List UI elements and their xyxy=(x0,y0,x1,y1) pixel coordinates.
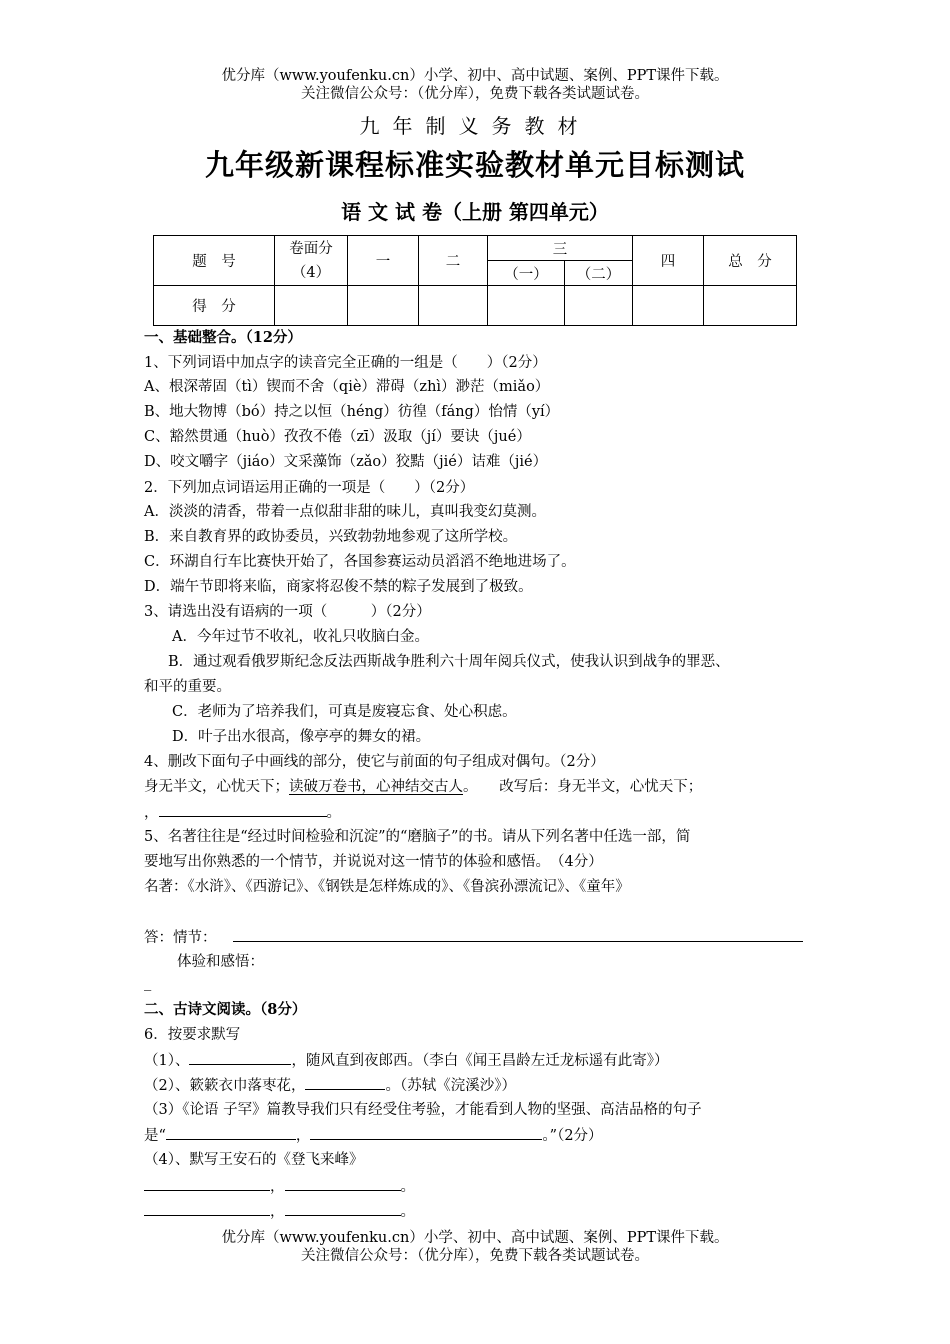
q1-option-a: A、根深蒂固（tì）锲而不舍（qiè）滞碍（zhì）渺茫（miǎo） xyxy=(144,379,550,395)
q2-option-d: D．端午节即将来临，商家将忍俊不禁的粽子发展到了极致。 xyxy=(144,579,533,595)
q3-option-c: C．老师为了培养我们，可真是废寝忘食、处心积虑。 xyxy=(172,704,517,720)
q3-option-b-line1: B．通过观看俄罗斯纪念反法西斯战争胜利六十周年阅兵仪式，使我认识到战争的罪恶、 xyxy=(168,654,730,670)
q6-part-2 xyxy=(144,1075,516,1096)
section1-heading: 一、基础整合。（12分） xyxy=(144,329,302,346)
footer-line-1: 优分库（www.youfenku.cn）小学、初中、高中试题、案例、PPT课件下载。 xyxy=(221,1230,729,1246)
page-title: 九年级新课程标准实验教材单元目标测试 xyxy=(204,148,745,182)
q6-p3-blank-2[interactable] xyxy=(310,1125,542,1140)
th-part-4: 四 xyxy=(633,236,704,286)
q5-plot-blank[interactable] xyxy=(233,927,803,942)
q6-p3-post: 。”（2分） xyxy=(542,1128,603,1144)
q6-p4-comma-1: ， xyxy=(270,1179,285,1195)
q6-p3-blank-1[interactable] xyxy=(166,1125,296,1140)
section2-heading: 二、古诗文阅读。（8分） xyxy=(144,1001,307,1018)
th-part-3-2: （二） xyxy=(565,261,633,286)
q6-part-1 xyxy=(144,1050,668,1071)
q6-part-4-line2 xyxy=(144,1201,415,1222)
q6-p4-blank-3[interactable] xyxy=(144,1201,270,1216)
q6-stem: 6．按要求默写 xyxy=(144,1027,241,1043)
q5-books: 名著：《水浒》、《西游记》、《钢铁是怎样炼成的》、《鲁滨孙漂流记》、《童年》 xyxy=(144,879,630,895)
th-part-3-1: （一） xyxy=(488,261,565,286)
th-part-2: 二 xyxy=(419,236,488,286)
q1-stem: 1、下列词语中加点字的读音完全正确的一组是（ ）（2分） xyxy=(144,355,547,371)
q6-p2-blank[interactable] xyxy=(305,1075,385,1090)
score-cell-4[interactable] xyxy=(633,286,704,326)
q6-p3-mid: ， xyxy=(295,1128,311,1144)
score-cell-3-1[interactable] xyxy=(488,286,565,326)
q6-part-3-line2 xyxy=(144,1125,603,1146)
q2-option-a: A．淡淡的清香，带着一点似甜非甜的味儿，真叫我变幻莫测。 xyxy=(144,504,546,520)
q3-stem: 3、请选出没有语病的一项（ ）（2分） xyxy=(144,604,431,620)
q5-feeling-blank[interactable]: _ xyxy=(144,975,152,991)
th-total: 总 分 xyxy=(704,236,797,286)
q3-option-d: D．叶子出水很高，像亭亭的舞女的裙。 xyxy=(172,729,431,745)
q2-stem: 2．下列加点词语运用正确的一项是（ ）（2分） xyxy=(144,480,475,496)
score-cell-1[interactable] xyxy=(348,286,419,326)
q5-answer-plot xyxy=(144,927,803,948)
q6-p4-period-2: 。 xyxy=(400,1204,415,1220)
q1-option-d: D、咬文嚼字（jiáo）文采藻饰（zǎo）狡黠（jié）诘难（jié） xyxy=(144,454,548,470)
q3-option-a: A．今年过节不收礼，收礼只收脑白金。 xyxy=(172,629,429,645)
row-score-label: 得 分 xyxy=(154,286,275,326)
q4-stem: 4、删改下面句子中画线的部分，使它与前面的句子组成对偶句。（2分） xyxy=(144,754,605,770)
q5-stem-line2: 要地写出你熟悉的一个情节，并说说对这一情节的体验和感悟。 （4分） xyxy=(144,854,603,870)
score-table xyxy=(153,235,797,326)
q6-p1-blank[interactable] xyxy=(189,1050,291,1065)
header-line-2: 关注微信公众号：（优分库），免费下载各类试题试卷。 xyxy=(301,86,649,102)
exam-title: 语 文 试 卷（上册 第四单元） xyxy=(341,200,609,224)
th-label: 题 号 xyxy=(154,236,275,286)
subtitle: 九年制义务教材 xyxy=(359,114,591,138)
q6-p4-blank-2[interactable] xyxy=(285,1176,401,1191)
q4-answer-line xyxy=(144,802,341,823)
q6-p4-period-1: 。 xyxy=(400,1179,415,1195)
q5-stem-line1: 5、名著往往是“经过时间检验和沉淀”的“磨脑子”的书。请从下列名著中任选一部，简 xyxy=(144,829,691,845)
header-line-1: 优分库（www.youfenku.cn）小学、初中、高中试题、案例、PPT课件下载。 xyxy=(221,68,729,84)
score-cell-total[interactable] xyxy=(704,286,797,326)
q4-underlined-part: 读破万卷书，心神结交古人 xyxy=(289,779,463,795)
q1-option-c: C、豁然贯通（huò）孜孜不倦（zī）汲取（jí）要诀（jué） xyxy=(144,429,531,445)
th-juanmian xyxy=(275,236,348,286)
q6-part-4: （4）、默写王安石的《登飞来峰》 xyxy=(144,1152,364,1168)
q6-p1-post: ，随风直到夜郎西。（李白《闻王昌龄左迁龙标遥有此寄》） xyxy=(291,1053,669,1069)
q4-sentence xyxy=(144,777,702,797)
q6-p2-pre: （2）、簌簌衣巾落枣花， xyxy=(144,1078,306,1094)
q4-answer-pre: ， xyxy=(144,805,159,821)
th-part-3: 三 xyxy=(488,236,633,261)
q5-answer-label: 答：情节： xyxy=(144,930,217,946)
q6-p3-pre: 是“ xyxy=(144,1128,166,1144)
score-cell-juanmian[interactable] xyxy=(275,286,348,326)
q5-feeling-label: 体验和感悟： xyxy=(177,954,264,970)
q6-p4-blank-4[interactable] xyxy=(285,1201,401,1216)
th-juanmian-sub: （4） xyxy=(291,264,331,281)
score-cell-2[interactable] xyxy=(419,286,488,326)
q6-p2-post: 。（苏轼《浣溪沙》） xyxy=(385,1078,516,1094)
score-cell-3-2[interactable] xyxy=(565,286,633,326)
q6-p4-blank-1[interactable] xyxy=(144,1176,270,1191)
q4-sentence-post: 。 改写后：身无半文，心忧天下； xyxy=(463,779,703,795)
q2-option-b: B．来自教育界的政协委员，兴致勃勃地参观了这所学校。 xyxy=(144,529,518,545)
q6-part-3-line1: （3）《论语 子罕》篇教导我们只有经受住考验，才能看到人物的坚强、高洁品格的句子 xyxy=(144,1102,702,1118)
q2-option-c: C．环湖自行车比赛快开始了，各国参赛运动员滔滔不绝地进场了。 xyxy=(144,554,576,570)
q6-part-4-line1 xyxy=(144,1176,415,1197)
q6-p1-pre: （1）、 xyxy=(144,1053,190,1069)
q1-option-b: B、地大物博（bó）持之以恒（héng）彷徨（fáng）怡情（yí） xyxy=(144,404,560,420)
q4-answer-blank[interactable] xyxy=(159,802,327,817)
th-part-1: 一 xyxy=(348,236,419,286)
th-juanmian-label: 卷面分 xyxy=(289,240,333,257)
q3-option-b-line2: 和平的重要。 xyxy=(144,679,231,695)
q6-p4-comma-2: ， xyxy=(270,1204,285,1220)
footer-line-2: 关注微信公众号：（优分库），免费下载各类试题试卷。 xyxy=(301,1248,649,1264)
q4-answer-post: 。 xyxy=(326,805,341,821)
q4-sentence-pre: 身无半文，心忧天下； xyxy=(144,779,289,795)
